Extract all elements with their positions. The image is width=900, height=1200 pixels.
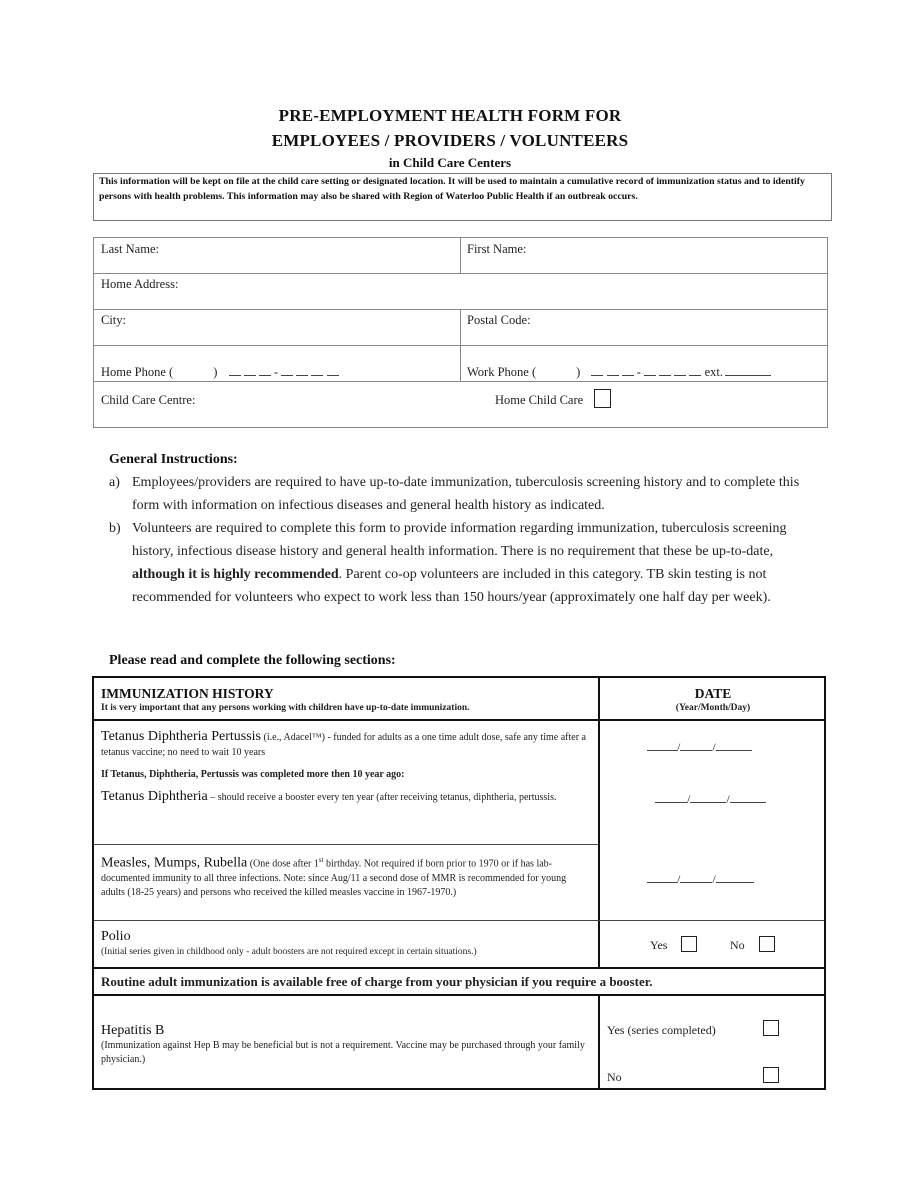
last-name-field[interactable]: Last Name: — [101, 242, 159, 256]
routine-immunization-banner: Routine adult immunization is available free of charge from your physician if you require a booster. — [101, 974, 653, 989]
immunization-header — [101, 686, 470, 714]
td-row — [101, 790, 587, 806]
polio-yes-label: Yes — [650, 938, 668, 952]
td-date-field[interactable]: / / — [655, 792, 766, 807]
tdap-note: (i.e., Adacel™) - funded for adults as a one time adult dose, safe any time after a tetanus vaccine; no need to wait 10 years — [101, 732, 586, 758]
item-b-text-1: Volunteers are required to complete this form to provide information regarding immunization, tuberculosis screening history, infectious disease history and general health information. There is no requirement that these be up-to-date, — [132, 521, 787, 559]
postal-code-field[interactable]: Postal Code: — [467, 313, 531, 327]
home-address-field[interactable]: Home Address: — [101, 277, 179, 291]
date-title: DATE — [694, 686, 732, 701]
mmr-date-field[interactable]: / / — [647, 872, 754, 887]
hepatitis-b-note: (Immunization against Hep B may be beneficial but is not a requirement. Vaccine may be purchased through your family physician.) — [101, 1039, 585, 1065]
home-child-care-label: Home Child Care — [495, 393, 584, 407]
first-name-field[interactable]: First Name: — [467, 242, 527, 256]
mmr-note-a: (One dose after 1 — [249, 858, 319, 870]
item-b-emphasis: although it is highly recommended — [132, 567, 339, 582]
hepb-yes-label: Yes (series completed) — [607, 1023, 716, 1037]
home-phone-field[interactable]: Home Phone ( ) - — [101, 365, 339, 380]
item-a-marker: a) — [109, 475, 120, 490]
instruction-item-a — [109, 471, 818, 517]
city-field[interactable]: City: — [101, 313, 127, 327]
td-name: Tetanus Diphtheria — [101, 789, 208, 804]
form-title-line2: EMPLOYEES / PROVIDERS / VOLUNTEERS — [271, 131, 629, 150]
polio-row — [101, 930, 587, 959]
item-a-text: Employees/providers are required to have up-to-date immunization, tuberculosis screening history and to complete this form with information on infectious diseases and general health history as indicated. — [132, 475, 800, 513]
home-child-care-checkbox[interactable] — [594, 389, 611, 408]
tdap-row — [101, 730, 587, 760]
mmr-note-b: birthday. Not required if born prior to 1970 or if has lab-documented immunity to all three infections. Note: since Aug/11 a second dose of MMR is recommended for young adults (18-25 years) and persons who received the killed measles vaccine in 1967-1970.) — [101, 858, 567, 899]
date-format: (Year/Month/Day) — [675, 703, 751, 713]
tdap-condition: If Tetanus, Diphtheria, Pertussis was completed more then 10 year ago: — [101, 769, 405, 780]
mmr-sup: st — [318, 856, 324, 864]
polio-no-label: No — [730, 938, 745, 952]
immunization-table — [92, 676, 826, 1090]
hepb-yes-checkbox[interactable] — [763, 1020, 779, 1036]
general-instructions-heading: General Instructions: — [109, 452, 238, 467]
date-column-header — [600, 686, 826, 714]
polio-yes-checkbox[interactable] — [681, 936, 697, 952]
work-phone-label: Work Phone ( — [467, 365, 537, 379]
mmr-name: Measles, Mumps, Rubella — [101, 855, 248, 871]
work-phone-field[interactable]: Work Phone ( ) - ext. — [467, 365, 771, 380]
instruction-item-b — [109, 517, 818, 609]
polio-no-checkbox[interactable] — [759, 936, 775, 952]
ext-label: ext. — [704, 365, 723, 379]
polio-note: (Initial series given in childhood only - adult boosters are not required except in certain situations.) — [101, 946, 477, 957]
td-note: – should receive a booster every ten year (after receiving tetanus, diphtheria, pertussis. — [210, 792, 557, 803]
home-phone-label: Home Phone ( — [101, 365, 174, 379]
tdap-date-field[interactable]: / / — [647, 740, 752, 755]
hepatitis-b-row — [101, 1024, 587, 1068]
polio-name: Polio — [101, 929, 131, 944]
immunization-history-title: IMMUNIZATION HISTORY — [101, 686, 274, 701]
immunization-header-note: It is very important that any persons working with children have up-to-date immunization. — [101, 703, 470, 713]
item-b-marker: b) — [109, 521, 121, 536]
tdap-name: Tetanus Diphtheria Pertussis — [101, 729, 261, 744]
privacy-notice: This information will be kept on file at the child care setting or designated location. It will be used to maintain a cumulative record of immunization status and to identify persons with health problems. This information may also be shared with Region of Waterloo Public Health if an outbreak occurs. — [93, 173, 832, 221]
hepb-no-checkbox[interactable] — [763, 1067, 779, 1083]
sections-prompt: Please read and complete the following sections: — [109, 653, 396, 668]
hepb-no-label: No — [607, 1070, 622, 1084]
item-b-text-2: . Parent co-op volunteers are included in this category. TB skin testing is not recommended for volunteers who expect to work less than 150 hours/year (approximately one half day per week). — [132, 567, 771, 605]
form-subtitle: in Child Care Centers — [388, 155, 512, 170]
personal-info-box — [93, 237, 828, 428]
form-title-line1: PRE-EMPLOYMENT HEALTH FORM FOR — [278, 106, 622, 125]
child-care-centre-field[interactable]: Child Care Centre: — [101, 393, 196, 407]
mmr-row — [101, 853, 587, 901]
hepatitis-b-name: Hepatitis B — [101, 1023, 165, 1038]
